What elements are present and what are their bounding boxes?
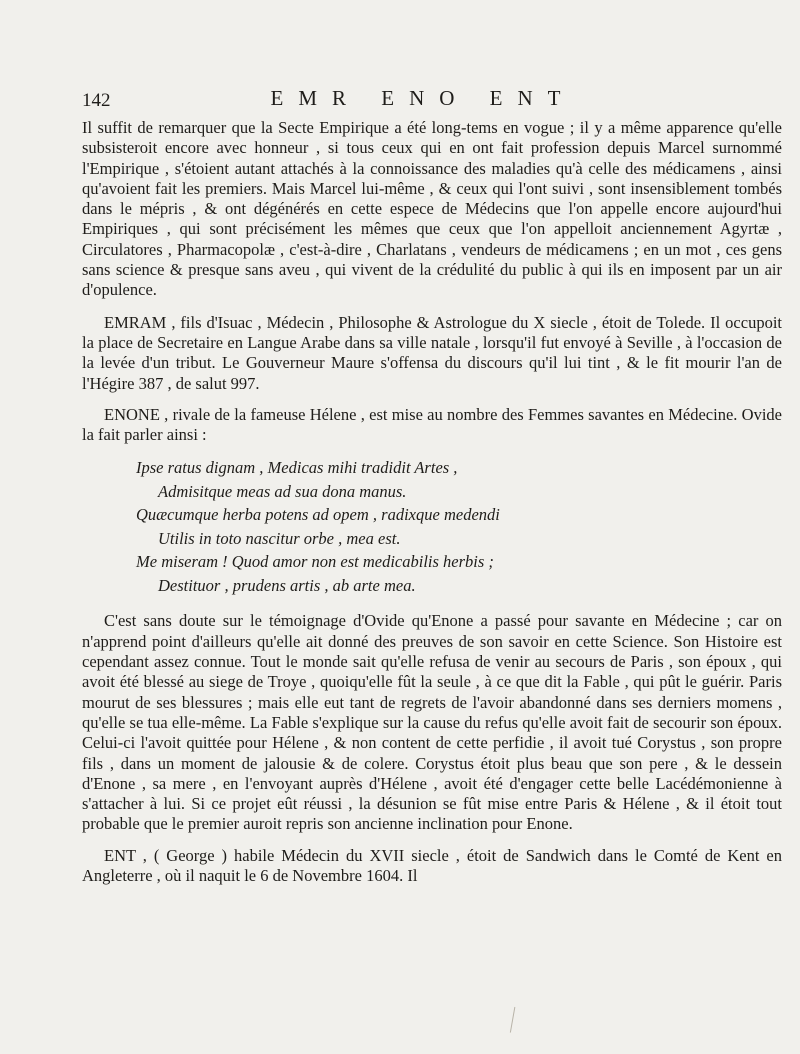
verse-quotation bbox=[82, 456, 782, 597]
page-number: 142 bbox=[82, 90, 111, 111]
entry-ent: ENT , ( George ) habile Médecin du XVII siecle , étoit de Sandwich dans le Comté de Kent en Angleterre , où il naquit le 6 de Novembre 1604. Il bbox=[82, 845, 782, 886]
text-block bbox=[82, 118, 782, 897]
verse-line: Destituor , prudens artis , ab arte mea. bbox=[158, 575, 416, 595]
entry-enone: ENONE , rivale de la fameuse Hélene , est mise au nombre des Femmes savantes en Médecine. Ovide la fait parler ainsi : bbox=[82, 404, 782, 445]
verse-line: Me miseram ! Quod amor non est medicabilis herbis ; bbox=[136, 552, 494, 572]
ink-mark bbox=[510, 1007, 529, 1035]
verse-line: Utilis in toto nascitur orbe , mea est. bbox=[158, 528, 401, 548]
entry-emram: EMRAM , fils d'Isuac , Médecin , Philosophe & Astrologue du X siecle , étoit de Tolede. Il occupoit la place de Secretaire en Langue Arabe dans sa ville natale , lorsqu'il fut envoyé à Seville , à l'occasion de la levée d'un tribut. Le Gouverneur Maure s'offensa du discours qu'il lui tint , & le fit mourir l'an de l'Hégire 387 , de salut 997. bbox=[82, 312, 782, 393]
paragraph-enone-history: C'est sans doute sur le témoignage d'Ovide qu'Enone a passé pour savante en Médecine ; car on n'apprend point d'ailleurs qu'elle ait donné des preuves de son savoir en cette Science. Son Histoire est cependant assez connue. Tout le monde sait qu'elle refusa de venir au secours de Paris , son époux , qui avoit été blessé au siege de Troye , quoiqu'elle fût la seule , à ce que dit la Fable , qui pût le guérir. Paris mourut de ses blessures ; mais elle eut tant de regrets de l'avoir abandonné dans ses derniers momens , qu'elle se tua elle-même. La Fable s'explique sur la cause du refus qu'elle avoit fait de secourir son époux. Celui-ci l'avoit quittée pour Hélene , & non content de cette perfidie , il avoit tué Corystus , son propre fils , dans un moment de jalousie & de colere. Corystus étoit plus beau que son pere , & le dessein d'Enone , sa mere , en l'envoyant auprès d'Hélene , avoit été d'engager cette belle Lacédémonienne à s'attacher à lui. Si ce projet eût réussi , la désunion se fût mise entre Paris & Hélene , & il étoit tout probable que le premier auroit repris son ancienne inclination pour Enone. bbox=[82, 611, 782, 834]
verse-line: Ipse ratus dignam , Medicas mihi tradidit Artes , bbox=[136, 458, 458, 478]
running-head bbox=[82, 86, 764, 116]
verse-line: Admisitque meas ad sua dona manus. bbox=[158, 481, 407, 501]
paragraph-empirique: Il suffit de remarquer que la Secte Empirique a été long-tems en vogue ; il y a même apparence qu'elle subsisteroit encore avec honneur , si tous ceux qui en ont fait profession depuis Marcel surnommé l'Empirique , s'étoient autant attachés à la connoissance des maladies qu'à celle des médicamens , ainsi qu'avoient fait les premiers. Mais Marcel lui-même , & ceux qui l'ont suivi , sont insensiblement tombés dans le mépris , & ont dégénérés en cette espece de Médecins que l'on appelle encore aujourd'hui Empiriques , qui sont précisément les mêmes que ceux que l'on appelloit anciennement Agyrtæ , Circulatores , Pharmacopolæ , c'est-à-dire , Charlatans , vendeurs de médicamens ; en un mot , ces gens sans science & presque sans aveu , qui vivent de la crédulité du public à qui ils en imposent par un air d'opulence. bbox=[82, 118, 782, 300]
headword: EMR ENO ENT bbox=[270, 86, 576, 110]
verse-line: Quæcumque herba potens ad opem , radixque medendi bbox=[136, 505, 500, 525]
